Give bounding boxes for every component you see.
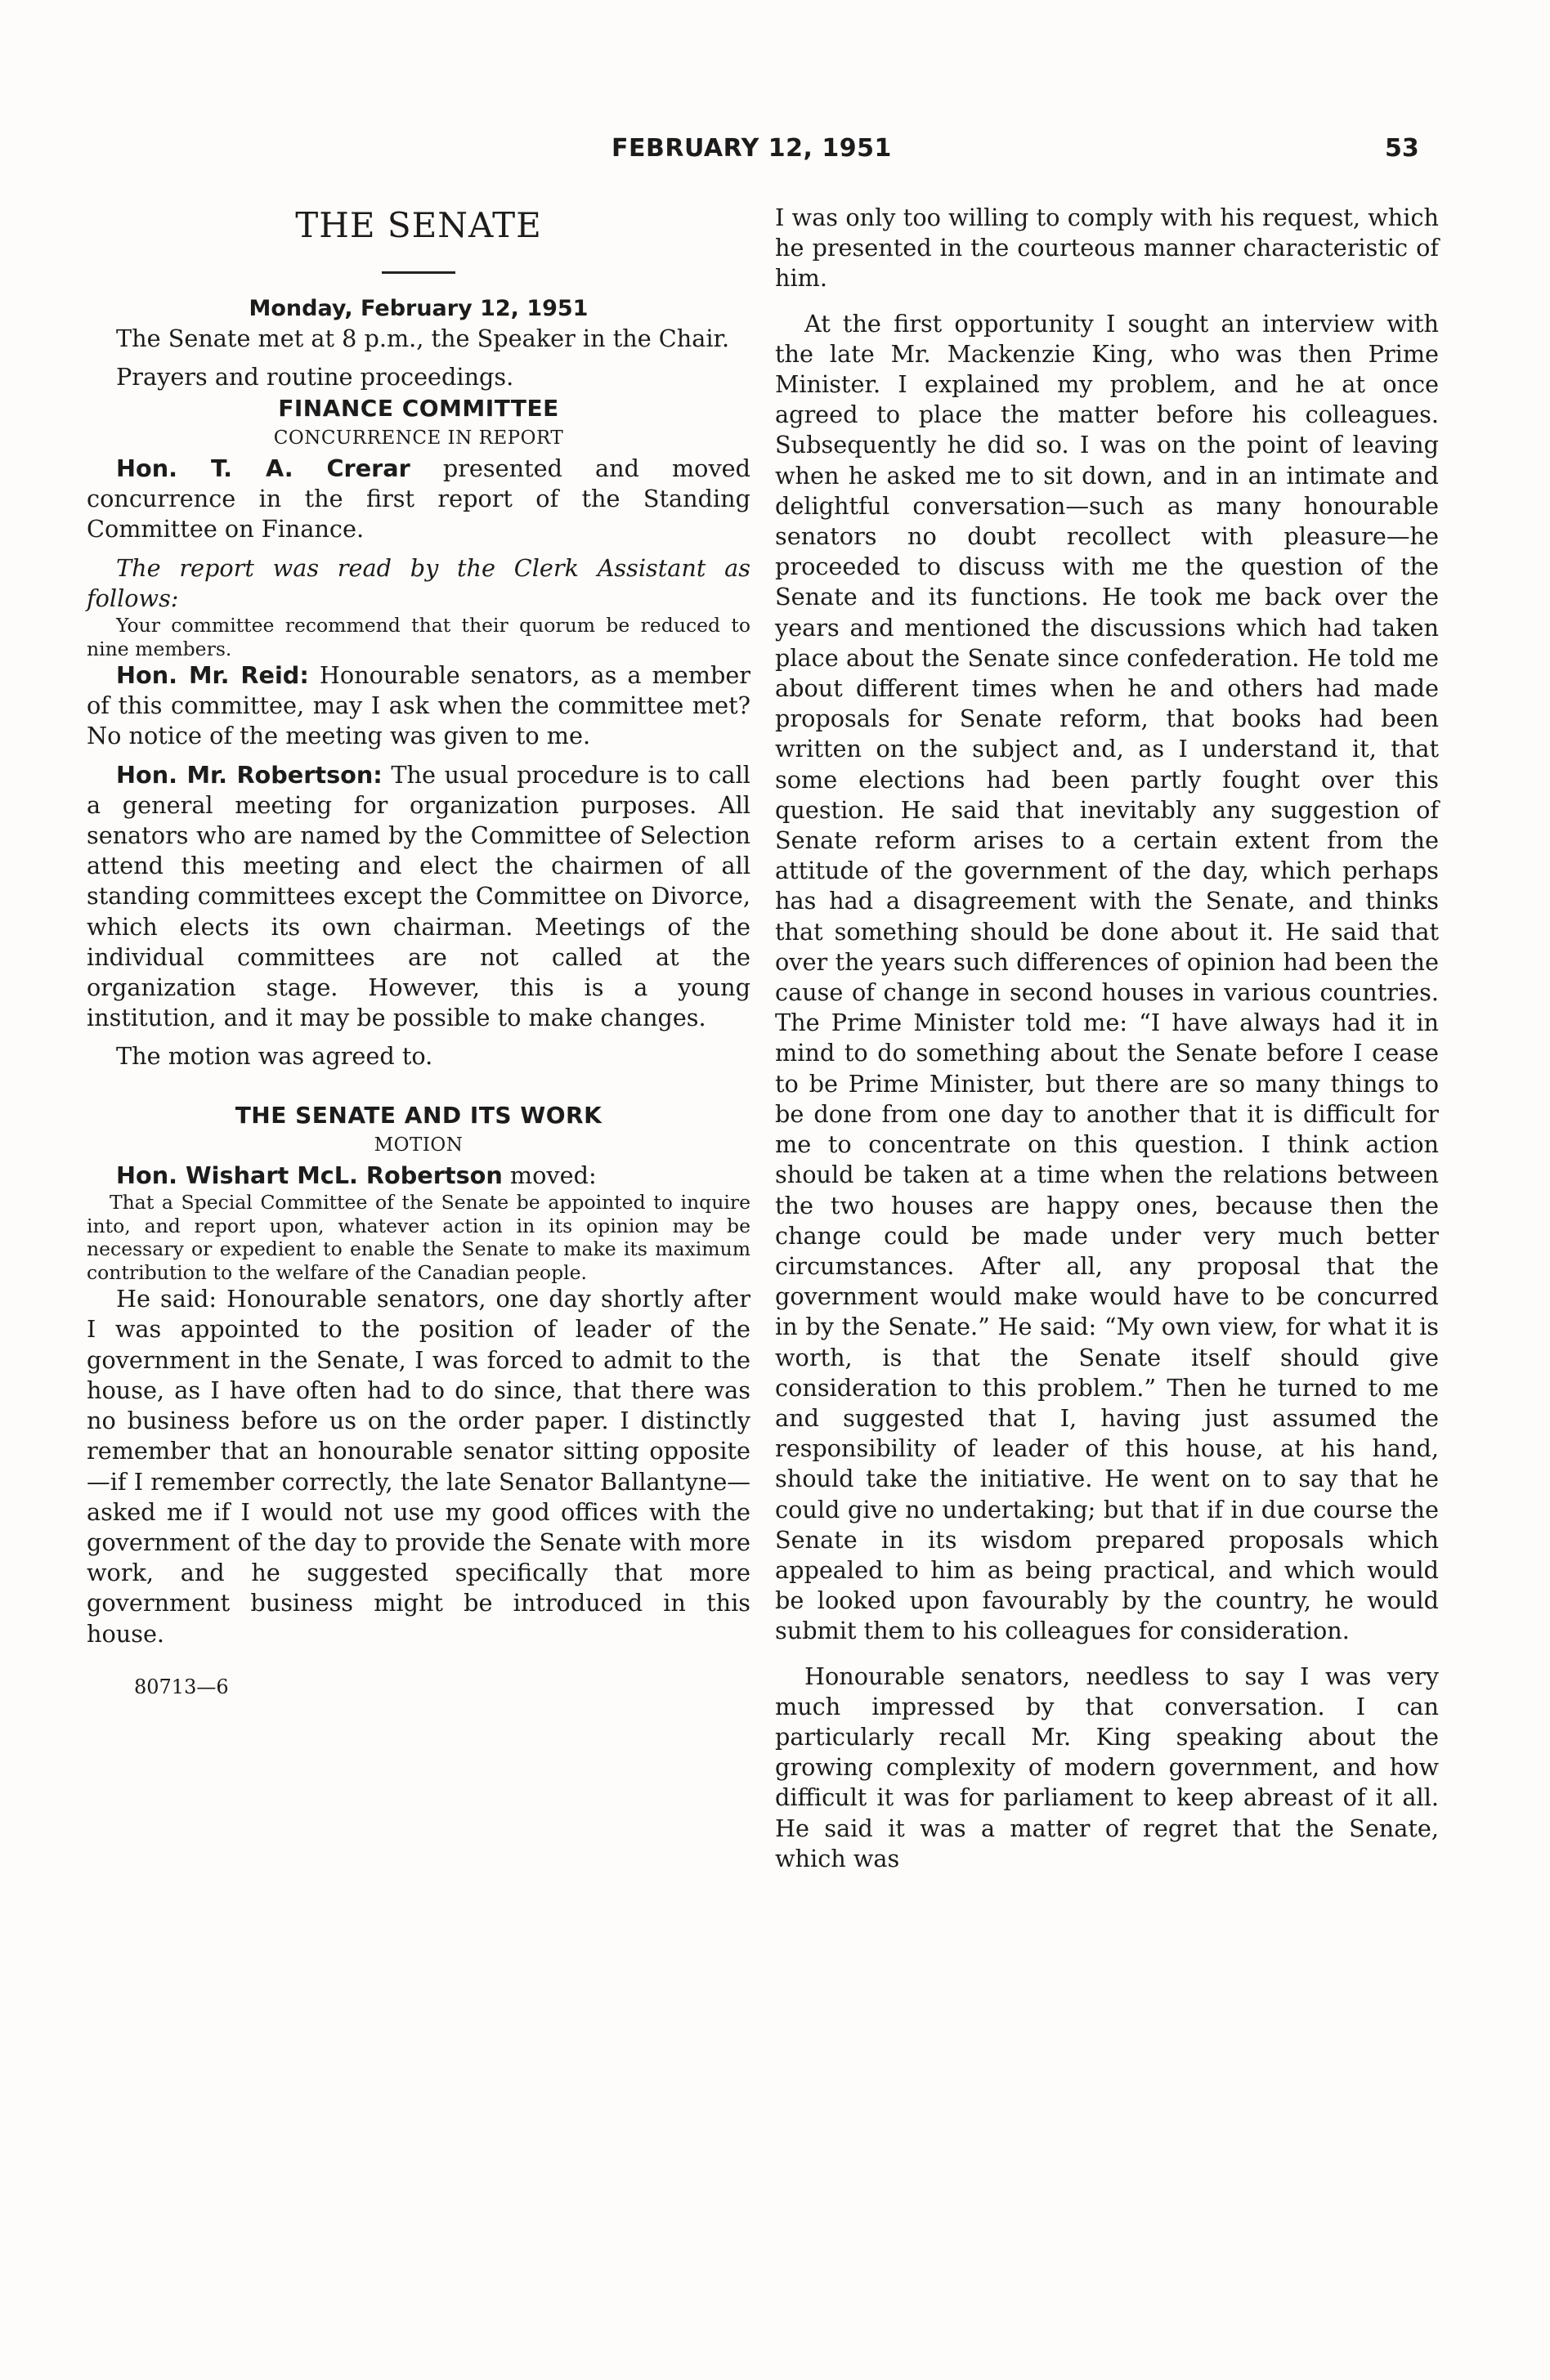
wishart-paragraph — [87, 1161, 750, 1191]
mackenzie-king-paragraph: At the first opportunity I sought an interview with the late Mr. Mackenzie King, who was then Prime Minister. I explained my problem, and he at once agreed to place the matter before his colleagues. Subsequently he did so. I was on the point of leaving when he asked me to sit down, and in an intimate and delightful conversation—such as many honourable senators no doubt recollect with pleasure—he proceeded to discuss with me the question of the Senate and its functions. He took me back over the years and mentioned the discussions which had taken place about the Senate since confederation. He told me about different times when he and others had made proposals for Senate reform, that books had been written on the subject and, as I understand it, that some elections had been partly fought over this question. He said that inevitably any suggestion of Senate reform arises to a certain extent from the attitude of the government of the day, which perhaps has had a disagreement with the Senate, and thinks that something should be done about it. He said that over the years such differences of opinion had been the cause of change in second houses in various countries. The Prime Minister told me: “I have always had it in mind to do something about the Senate before I cease to be Prime Minister, but there are so many things to be done from one day to another that it is difficult for me to concentrate on this question. I think action should be taken at a time when the relations between the two houses are happy ones, because then the change could be made under very much better circumstances. After all, any proposal that the government would make would have to be concurred in by the Senate.” He said: “My own view, for what it is worth, is that the Senate itself should give consideration to this problem.” Then he turned to me and suggested that I, having just assumed the responsibility of leader of this house, at his hand, should take the initiative. He went on to say that he could give no undertaking; but that if in due course the Senate in its wisdom prepared proposals which appealed to him as being practical, and which would be looked upon favourably by the country, he would submit them to his colleagues for consideration. — [775, 309, 1439, 1645]
print-code: 80713—6 — [134, 1675, 229, 1698]
speaker-name: Hon. T. A. Crerar — [116, 454, 410, 483]
crerar-paragraph — [87, 454, 750, 545]
page-number: 53 — [1385, 134, 1419, 163]
senate-work-subheading: MOTION — [374, 1134, 464, 1156]
running-header-date: FEBRUARY 12, 1951 — [611, 134, 892, 163]
opening-paragraph: The Senate met at 8 p.m., the Speaker in the Chair. — [116, 324, 730, 353]
committee-report-text: Your committee recommend that their quorum be reduced to nine members. — [87, 614, 750, 660]
reid-paragraph — [87, 660, 750, 752]
sitting-date: Monday, February 12, 1951 — [249, 296, 589, 321]
senate-work-heading: THE SENATE AND ITS WORK — [235, 1101, 603, 1129]
motion-agreed-paragraph: The motion was agreed to. — [116, 1042, 433, 1071]
speaker-name: Hon. Wishart McL. Robertson — [116, 1161, 503, 1190]
motion-text: That a Special Committee of the Senate be appointed to inquire into, and report upon, whatever action in its opinion may be necessary or expedient to enable the Senate to make its maximum contribution to the welfare of the Canadian people. — [87, 1191, 750, 1284]
speech-text: The usual procedure is to call a general meeting for organization purposes. All senators who are named by the Committee of Selection attend this meeting and elect the chairmen of all standing committees except the Committee on Divorce, which elects its own chairman. Meetings of the individual committees are not called at the organization stage. However, this is a young institution, and it may be possible to make changes. — [87, 760, 750, 1032]
speaker-name: Hon. Mr. Robertson: — [116, 760, 383, 789]
left-column — [87, 204, 750, 1702]
finance-committee-subheading: CONCURRENCE IN REPORT — [273, 427, 564, 449]
speech-text: Honourable senators, as a member of this committee, may I ask when the committee met? No notice of the meeting was given to me. — [87, 661, 751, 750]
speech-text: moved: — [502, 1161, 597, 1190]
page-title: THE SENATE — [295, 205, 542, 245]
report-read-paragraph: The report was read by the Clerk Assistant as follows: — [87, 553, 750, 612]
impressed-paragraph: Honourable senators, needless to say I was very much impressed by that conversation. I can particularly recall Mr. King speaking about the growing complexity of modern government, and how difficult it was for parliament to keep abreast of it all. He said it was a matter of regret that the Senate, which was — [775, 1662, 1439, 1872]
speaker-name: Hon. Mr. Reid: — [116, 661, 309, 690]
continuation-paragraph: I was only too willing to comply with his request, which he presented in the courteous manner characteristic of him. — [775, 204, 1439, 293]
finance-committee-heading: FINANCE COMMITTEE — [278, 394, 559, 422]
prayers-paragraph: Prayers and routine proceedings. — [116, 363, 514, 391]
he-said-paragraph: He said: Honourable senators, one day shortly after I was appointed to the position of leader of the government in the Senate, I was forced to admit to the house, as I have often had to do since, that there was no business before us on the order paper. I distinctly remember that an honourable senator sitting opposite—if I remember correctly, the late Senator Ballantyne—asked me if I would not use my good offices with the government of the day to provide the Senate with more work, and he suggested specifically that more government business might be introduced in this house. — [87, 1285, 750, 1648]
title-rule — [382, 271, 455, 274]
right-column — [775, 203, 1439, 1874]
speech-text: presented and moved concurrence in the first report of the Standing Committee on Finance. — [87, 454, 750, 544]
robertson-paragraph — [87, 760, 750, 1034]
